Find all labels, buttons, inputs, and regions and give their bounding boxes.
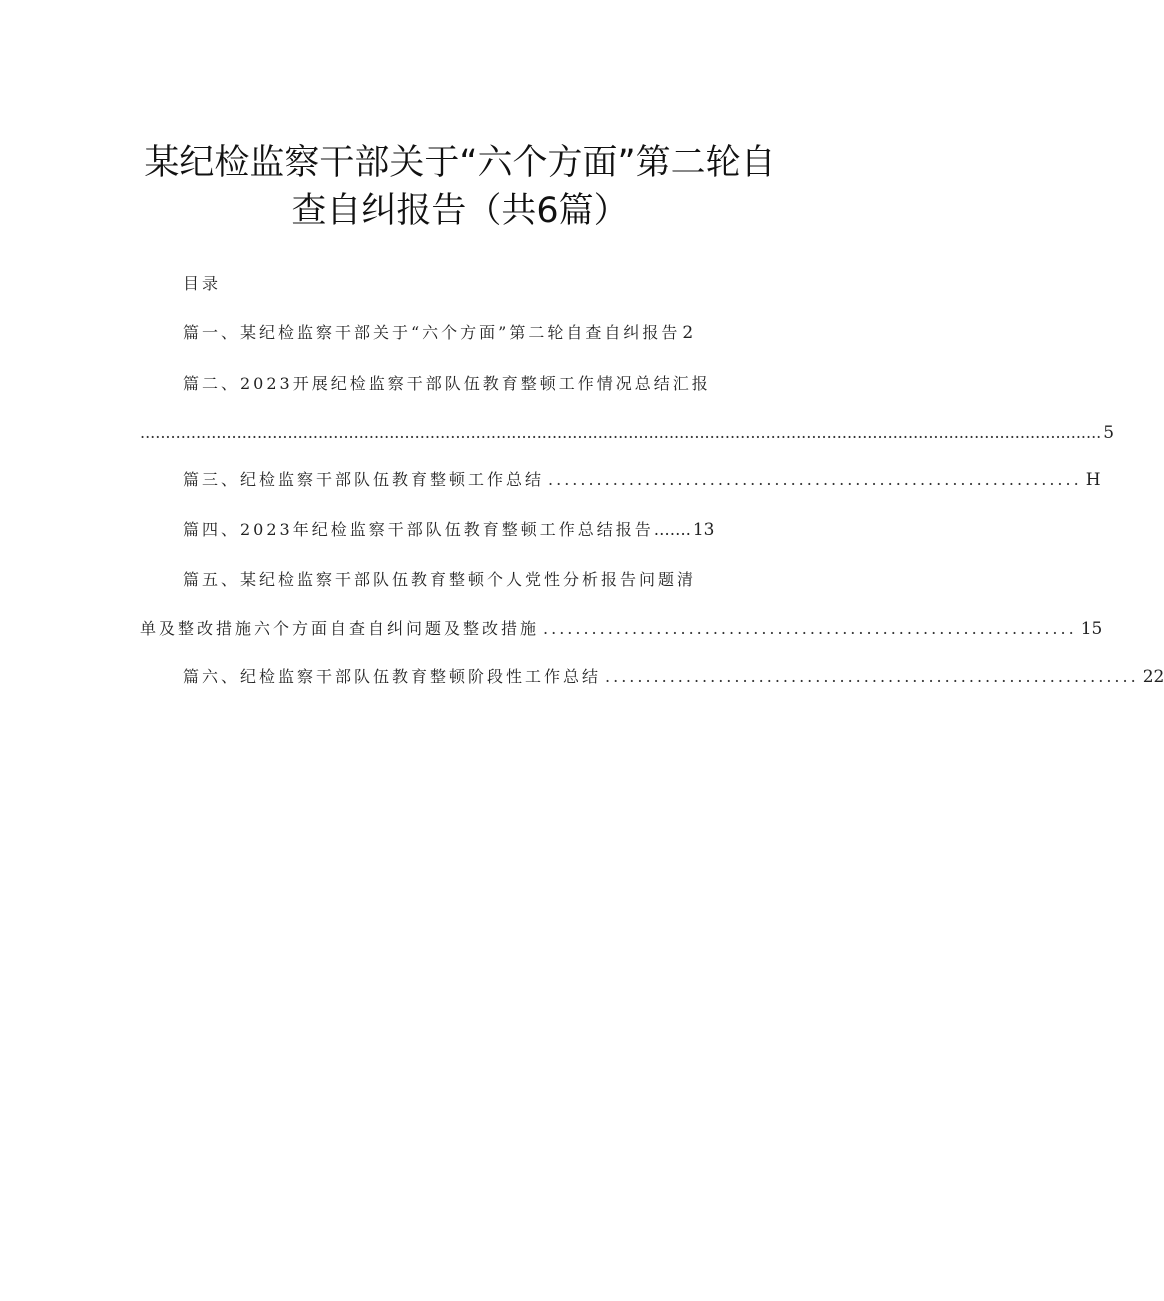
toc-entry-5-text-line2: 单及整改措施六个方面自查自纠问题及整改措施 [140, 619, 540, 638]
toc-entry-2-page: 5 [1103, 423, 1115, 443]
toc-entry-6-dots: .................................................................. [605, 667, 1139, 686]
toc-entry-3[interactable] [183, 467, 1101, 493]
toc-entry-3-text: 篇三、纪检监察干部队伍教育整顿工作总结 [183, 470, 545, 489]
toc-entry-5-text-line1[interactable]: 篇五、某纪检监察干部队伍教育整顿个人党性分析报告问题清 [183, 570, 697, 589]
toc-entry-2-leader [140, 420, 1115, 446]
toc-entry-4-page: 13 [692, 520, 715, 540]
toc-label: 目录 [183, 274, 222, 293]
toc-entry-1[interactable] [183, 320, 693, 346]
toc-entry-6-text: 篇六、纪检监察干部队伍教育整顿阶段性工作总结 [183, 667, 602, 686]
toc-entry-2-dots: ............................................................................................................................................................................................. [140, 423, 1102, 442]
toc-entry-4-text: 篇四、2023年纪检监察干部队伍教育整顿工作总结报告 [183, 520, 654, 539]
toc-entry-4[interactable] [183, 517, 714, 543]
toc-entry-1-text: 篇一、某纪检监察干部关于“六个方面”第二轮自查自纠报告 [183, 323, 681, 342]
toc-entry-4-dot: . [685, 520, 691, 539]
toc-entry-4-dots: …… [653, 520, 686, 539]
toc-entry-5-page: 15 [1080, 619, 1103, 639]
document-title-line1: 某纪检监察干部关于“六个方面”第二轮自 [144, 143, 776, 183]
document-title-line2: 查自纠报告（共6篇） [291, 191, 629, 231]
toc-entry-3-page: H [1085, 470, 1101, 490]
toc-entry-2-text[interactable]: 篇二、2023开展纪检监察干部队伍教育整顿工作情况总结汇报 [183, 374, 711, 393]
toc-entry-1-page: 2 [682, 323, 694, 343]
toc-entry-6[interactable] [183, 664, 1164, 690]
toc-entry-5[interactable] [140, 616, 1103, 642]
toc-entry-3-dots: .................................................................. [548, 470, 1082, 489]
toc-entry-5-dots: .................................................................. [543, 619, 1077, 638]
toc-entry-6-page: 22 [1142, 667, 1164, 687]
